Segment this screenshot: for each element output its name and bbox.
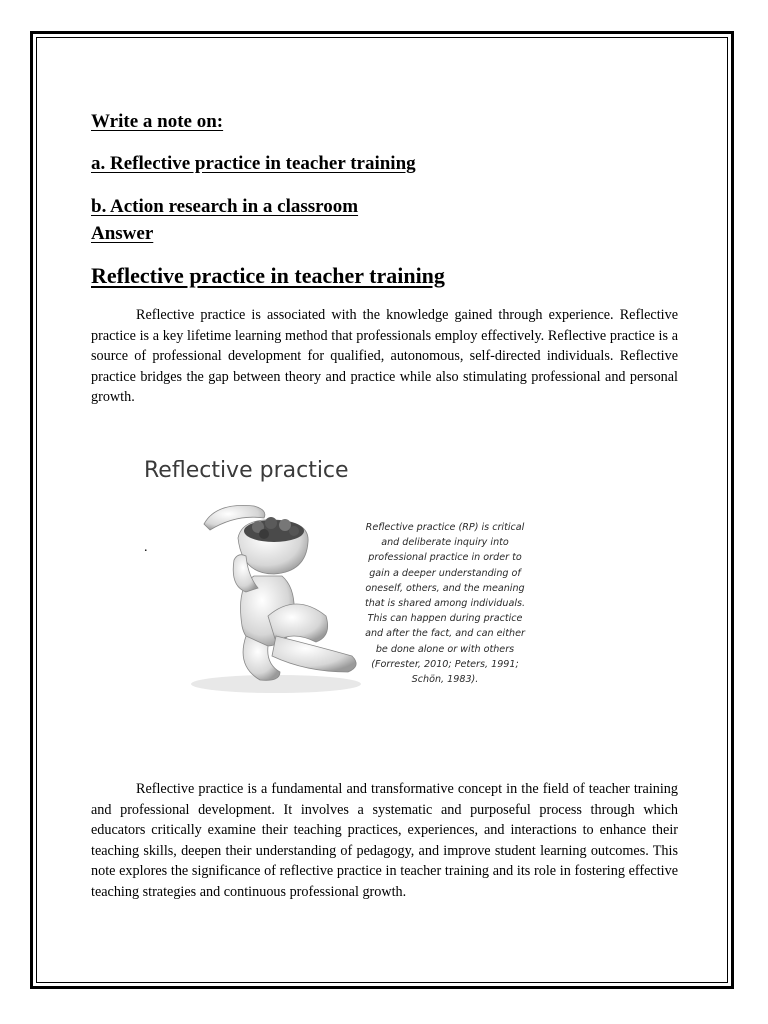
reflective-practice-figure	[140, 450, 540, 700]
body-paragraph: Reflective practice is a fundamental and transformative concept in the field of teacher training and professional development. It involves a systematic and purposeful process through which educators critically examine their teaching practices, experiences, and interactions to enhance their teaching skills, deepen their understanding of pedagogy, and improve student learning outcomes. This note explores the significance of reflective practice in teacher training and its role in fostering effective teaching strategies and continuous professional growth.	[91, 781, 678, 900]
item-b-heading: b. Action research in a classroom	[91, 196, 359, 217]
answer-heading: Answer	[91, 223, 154, 244]
write-note-heading: Write a note on:	[91, 111, 224, 132]
figure-title: Reflective practice	[144, 458, 349, 483]
intro-paragraph: Reflective practice is associated with the knowledge gained through experience. Reflective practice is a key lifetime learning method that professionals employ effectively. Reflective practice is a source of professional development for qualified, autonomous, self-directed individuals. Reflective practice bridges the gap between theory and practice while also stimulating professional and personal growth.	[91, 307, 678, 406]
figure-stray-dot: .	[144, 540, 148, 555]
item-a-heading: a. Reflective practice in teacher training	[91, 153, 416, 174]
section-title: Reflective practice in teacher training	[91, 263, 445, 288]
thinking-person-open-head-icon	[176, 496, 366, 696]
figure-quote: Reflective practice (RP) is critical and deliberate inquiry into professional practice in order to gain a deeper understanding of oneself, others, and the meaning that is shared among individuals. This can happen during practice and after the fact, and can either be done alone or with others (Forrester, 2010; Peters, 1991; Schön, 1983).	[364, 522, 526, 686]
